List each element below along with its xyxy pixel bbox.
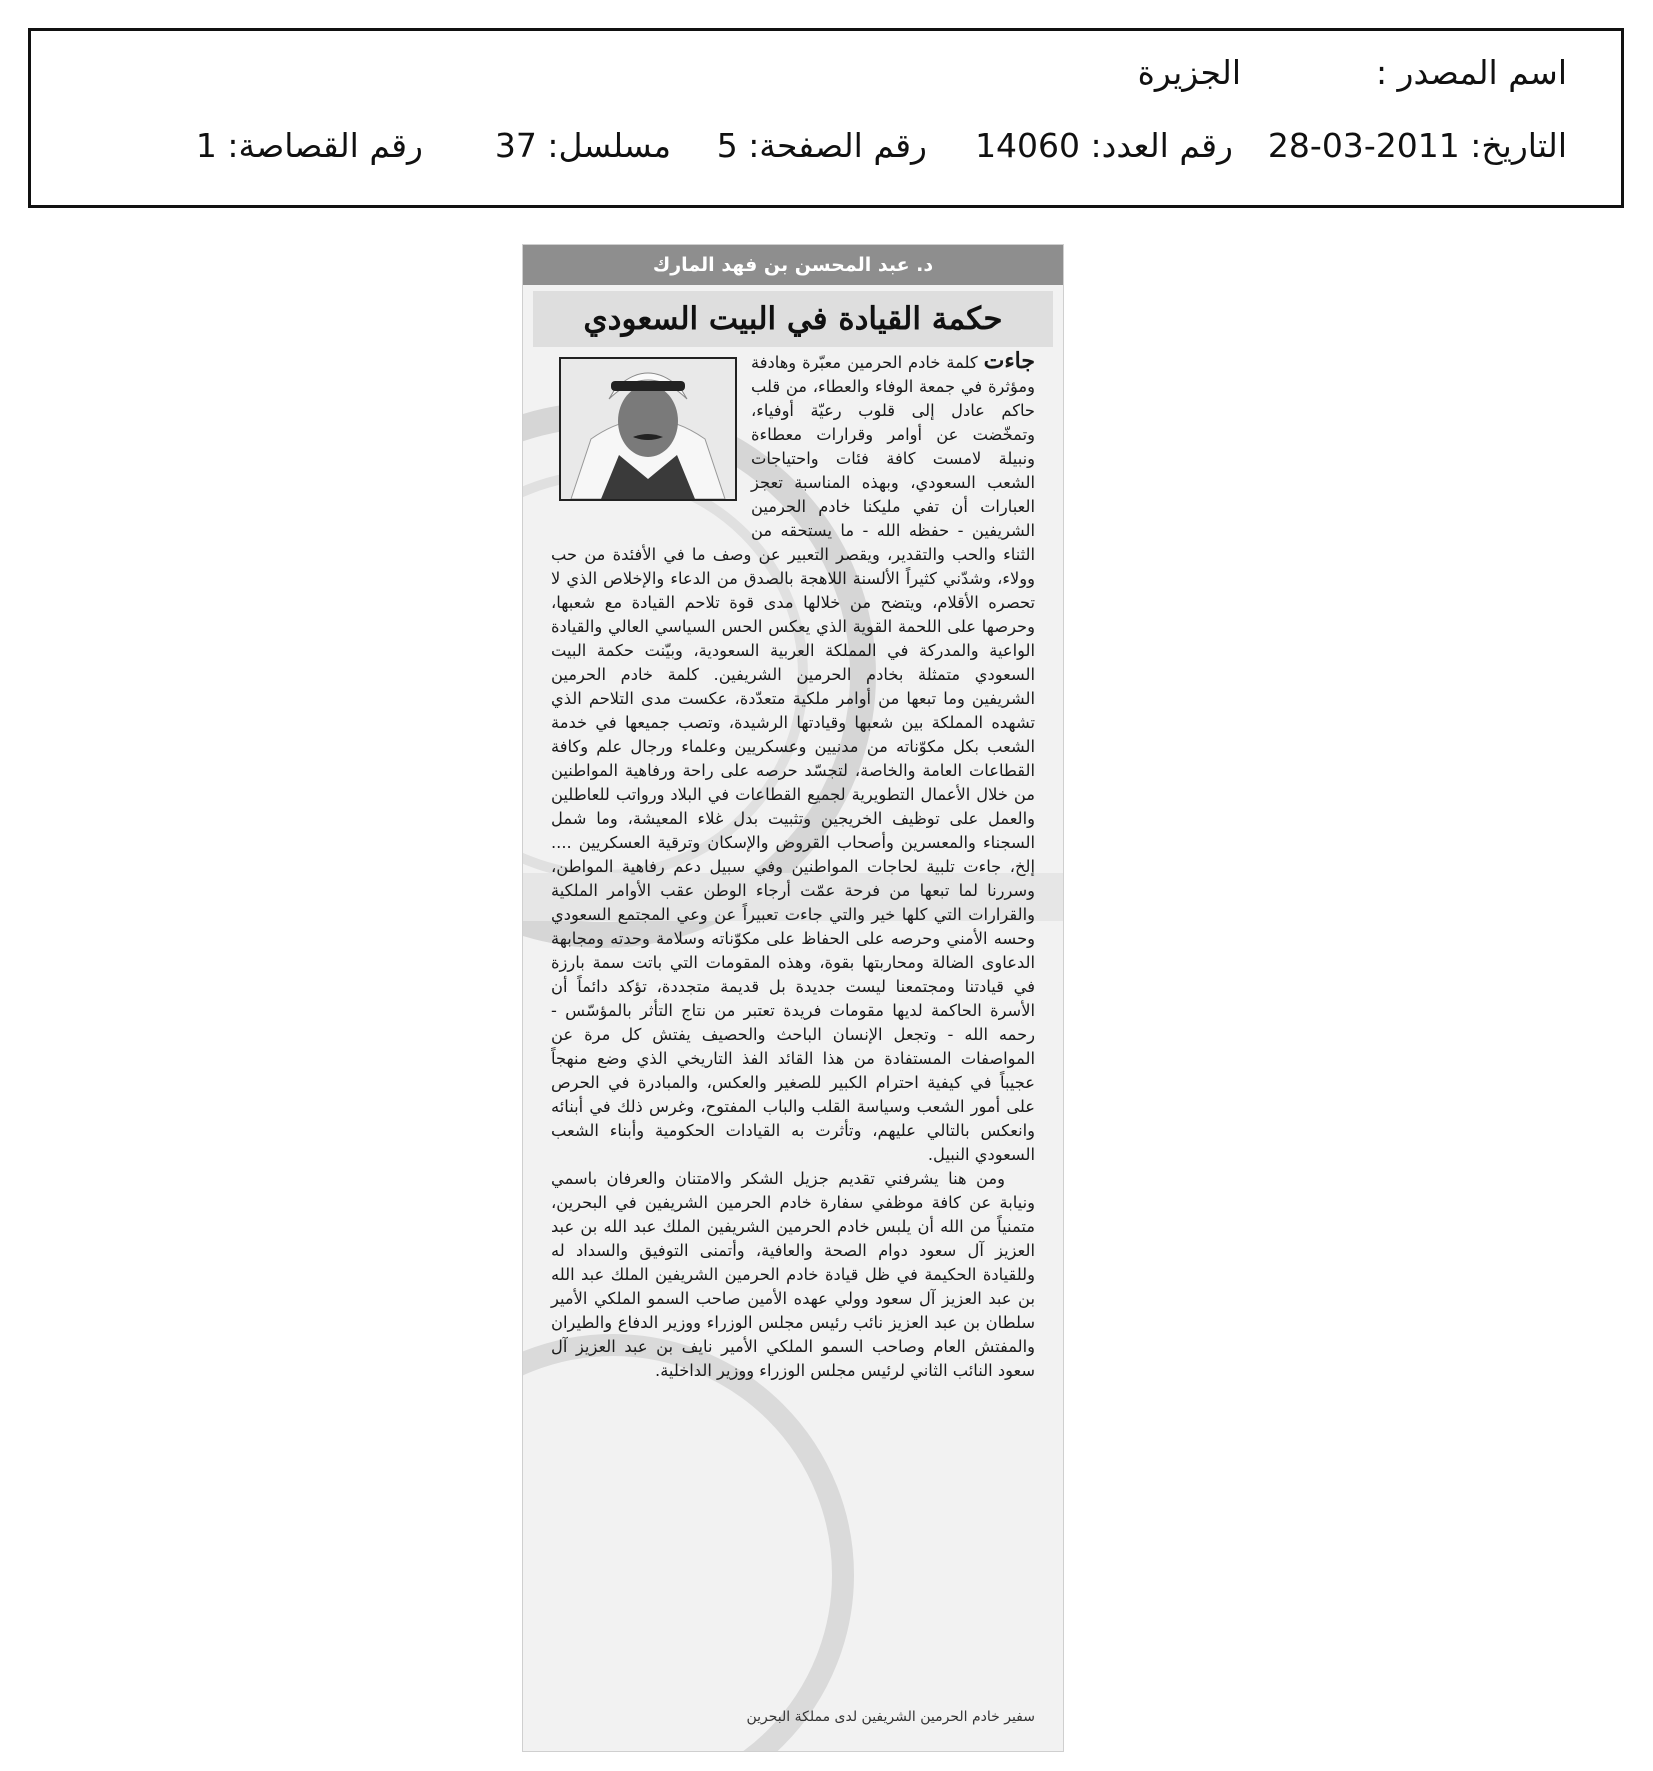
page-value: 5: [716, 126, 738, 165]
serial-label: مسلسل:: [547, 126, 671, 165]
article-body: [551, 349, 1035, 1383]
source-value: الجزيرة: [1137, 53, 1241, 92]
source-label: اسم المصدر :: [1375, 53, 1567, 92]
author-byline: د. عبد المحسن بن فهد المارك: [523, 245, 1063, 285]
clip-label: رقم القصاصة:: [227, 126, 423, 165]
date-value: 2011-03-28: [1267, 126, 1460, 165]
serial-value: 37: [494, 126, 537, 165]
page-label: رقم الصفحة:: [748, 126, 927, 165]
photo-spacer: [551, 349, 751, 541]
issue-label: رقم العدد:: [1090, 126, 1233, 165]
serial-field: [495, 126, 671, 165]
author-title-footnote: سفير خادم الحرمين الشريفين لدى مملكة البحرين: [746, 1709, 1035, 1725]
newspaper-clipping: [522, 244, 1064, 1752]
date-field: [1268, 126, 1567, 165]
drop-cap: جاءت: [983, 348, 1035, 374]
clip-value: 1: [195, 126, 217, 165]
paragraph-1-text: كلمة خادم الحرمين معبّرة وهادفة ومؤثرة في جمعة الوفاء والعطاء، من قلب حاكم عادل إلى قلوب رعيّة أوفياء، وتمخّضت عن أوامر وقرارات معطاءة ونبيلة لامست كافة فئات واحتياجات الشعب السعودي، وبهذه المناسبة تعجز العبارات أن تفي مليكنا خادم الحرمين الشريفين - حفظه الله - ما يستحقه من الثناء والحب والتقدير، ويقصر التعبير عن وصف ما في الأفئدة من حب وولاء، وشدّني كثيراً الألسنة اللاهجة بالصدق من الدعاء والإخلاص الذي لا تحصره الأقلام، ويتضح من خلالها مدى قوة تلاحم القيادة مع شعبها، وحرصها على اللحمة القوية الذي يعكس الحس السياسي العالي والقيادة الواعية والمدركة في المملكة العربية السعودية، وبيّنت حكمة البيت السعودي متمثلة بخادم الحرمين الشريفين. كلمة خادم الحرمين الشريفين وما تبعها من أوامر ملكية متعدّدة، عكست مدى التلاحم الذي تشهده المملكة بين شعبها وقيادتها الرشيدة، وتصب جميعها في خدمة الشعب بكل مكوّناته من مدنيين وعسكريين وعلماء ورجال علم وكافة القطاعات العامة والخاصة، لتجسّد حرصه على راحة ورفاهية المواطنين من خلال الأعمال التطويرية لجميع القطاعات في البلاد ورواتب للعاطلين والعمل على توظيف الخريجين وتثبيت بدل غلاء المعيشة، وما شمل السجناء والمعسرين وأصحاب القروض والإسكان وترقية العسكريين .... إلخ، جاءت تلبية لحاجات المواطنين وفي سبيل دعم رفاهية المواطن، وسررنا لما تبعها من فرحة عمّت أرجاء الوطن عقب الأوامر الملكية والقرارات التي كلها خير والتي جاءت تعبيراً عن وعي المجتمع السعودي وحسه الأمني وحرصه على الحفاظ على مكوّناته وسلامة وحدته ومجابهة الدعاوى الضالة ومحاربتها بقوة، وهذه المقومات التي باتت سمة بارزة في قيادتنا ومجتمعنا ليست جديدة بل قديمة متجددة، تؤكد دائماً أن الأسرة الحاكمة لديها مقومات فريدة تعتبر من نتاج التأثر بالمؤسّس - رحمه الله - وتجعل الإنسان الباحث والحصيف يفتش كل مرة عن المواصفات المستفادة من هذا القائد الفذ التاريخي الذي وضع منهجاً عجيباً في كيفية احترام الكبير للصغير والعكس، والمبادرة في الحرص على أمور الشعب وسياسة القلب والباب المفتوح، وغرس ذلك في أبنائه وانعكس بالتالي عليهم، وتأثرت به القيادات الحكومية وأبناء الشعب السعودي النبيل.: [551, 353, 1035, 1164]
issue-field: [975, 126, 1233, 165]
article-paragraph: ومن هنا يشرفني تقديم جزيل الشكر والامتنان والعرفان باسمي ونيابة عن كافة موظفي سفارة خادم الحرمين الشريفين في البحرين، متمنياً من الله أن يلبس خادم الحرمين الشريفين الملك عبد الله بن عبد العزيز آل سعود دوام الصحة والعافية، وأتمنى التوفيق والسداد له وللقيادة الحكيمة في ظل قيادة خادم الحرمين الشريفين الملك عبد الله بن عبد العزيز آل سعود وولي عهده الأمين صاحب السمو الملكي الأمير سلطان بن عبد العزيز نائب رئيس مجلس الوزراء ووزير الدفاع والطيران والمفتش العام وصاحب السمو الملكي الأمير نايف بن عبد العزيز آل سعود النائب الثاني لرئيس مجلس الوزراء ووزير الداخلية.: [551, 1169, 1035, 1380]
date-label: التاريخ:: [1470, 126, 1567, 165]
page-field: [717, 126, 927, 165]
metadata-box: [28, 28, 1624, 208]
headline-band: [533, 291, 1053, 347]
issue-value: 14060: [975, 126, 1081, 165]
clip-field: [196, 126, 423, 165]
article-headline: حكمة القيادة في البيت السعودي: [583, 301, 1003, 337]
